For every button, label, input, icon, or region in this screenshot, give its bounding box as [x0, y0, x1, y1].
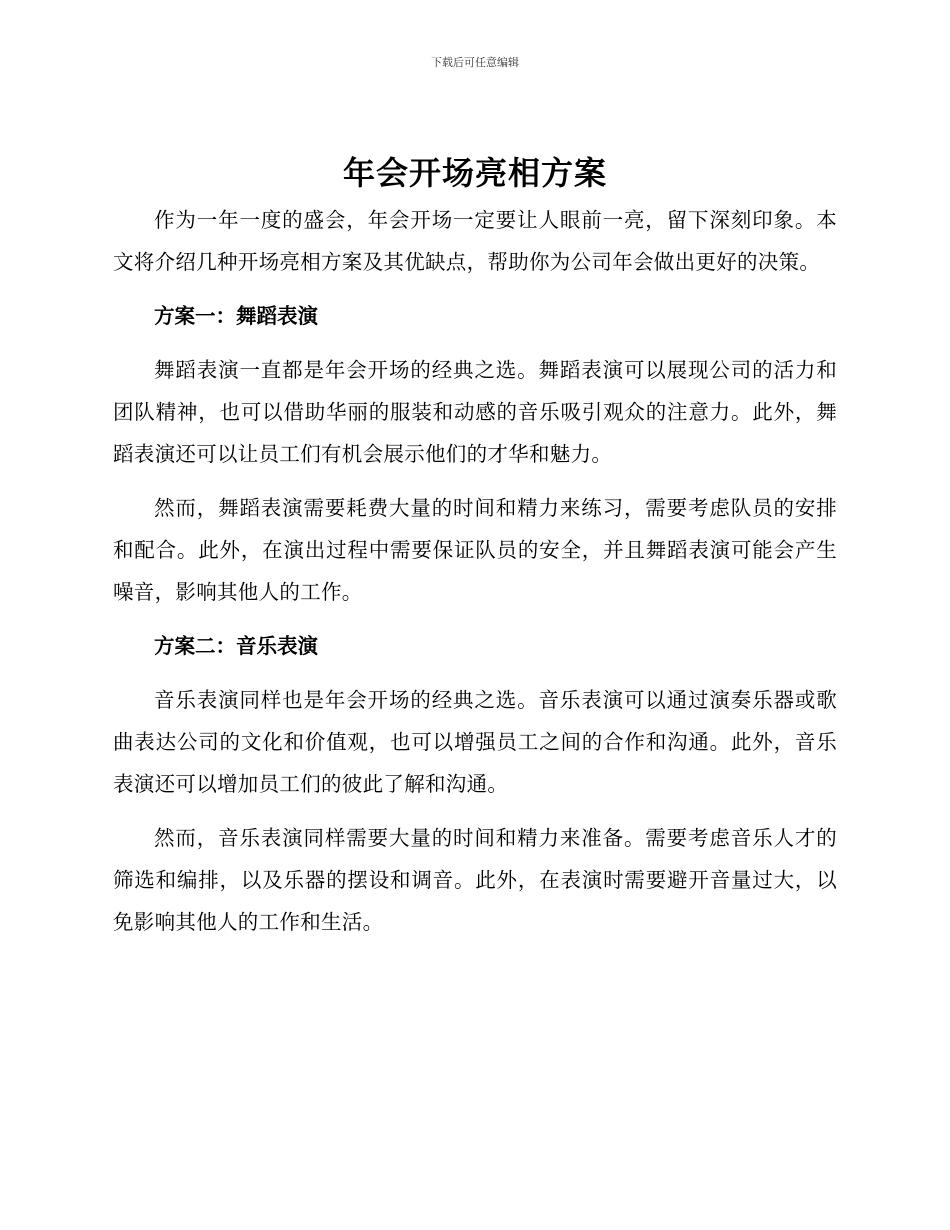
section2-pro-paragraph: 音乐表演同样也是年会开场的经典之选。音乐表演可以通过演奏乐器或歌曲表达公司的文化和价值观，也可以增强员工之间的合作和沟通。此外，音乐表演还可以增加员工们的彼此了解和沟通。 [113, 688, 837, 796]
section1-pro-paragraph: 舞蹈表演一直都是年会开场的经典之选。舞蹈表演可以展现公司的活力和团队精神，也可以借助华丽的服装和动感的音乐吸引观众的注意力。此外，舞蹈表演还可以让员工们有机会展示他们的才华和魅力。 [113, 358, 837, 466]
document-body [113, 199, 837, 955]
document-title: 年会开场亮相方案 [342, 154, 607, 192]
section2-heading: 方案二：音乐表演 [154, 634, 318, 658]
header-note: 下载后可任意编辑 [431, 56, 519, 69]
section1-heading: 方案一：舞蹈表演 [154, 304, 318, 328]
intro-paragraph: 作为一年一度的盛会，年会开场一定要让人眼前一亮，留下深刻印象。本文将介绍几种开场亮相方案及其优缺点，帮助你为公司年会做出更好的决策。 [113, 208, 837, 274]
section2-con-paragraph: 然而，音乐表演同样需要大量的时间和精力来准备。需要考虑音乐人才的筛选和编排，以及乐器的摆设和调音。此外，在表演时需要避开音量过大，以免影响其他人的工作和生活。 [113, 826, 837, 934]
section1-con-paragraph: 然而，舞蹈表演需要耗费大量的时间和精力来练习，需要考虑队员的安排和配合。此外，在演出过程中需要保证队员的安全，并且舞蹈表演可能会产生噪音，影响其他人的工作。 [113, 496, 837, 604]
